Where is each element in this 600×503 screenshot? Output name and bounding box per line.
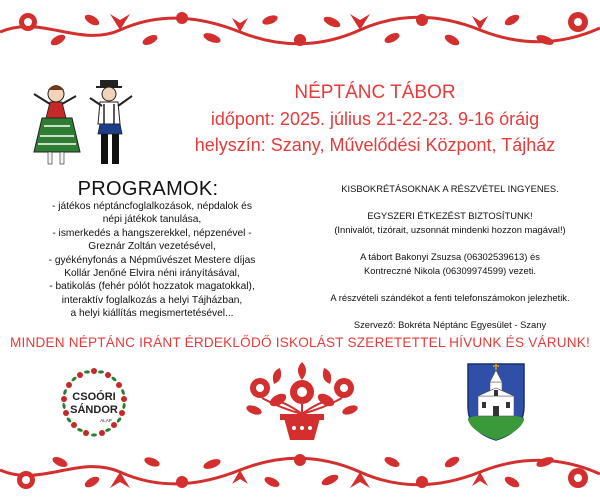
programs-list	[8, 200, 296, 321]
program-line: Kollár Jenőné Elvira néni irányításával,	[64, 268, 240, 280]
csoori-sandor-logo	[56, 365, 132, 441]
program-line: - batikolás (fehér pólót hozzatok magatokkal),	[49, 281, 255, 293]
place-line: helyszín: Szany, Művelődési Központ, Tájház	[194, 135, 556, 155]
folk-border-bottom	[0, 440, 600, 500]
program-line: a helyi kiállítás megismertetésével...	[70, 308, 234, 320]
program-line: - ismerkedés a hangszerekkel, népzenével -	[52, 227, 252, 239]
meal-text: EGYSZERI ÉTKEZÉST BIZTOSÍTUNK!	[367, 210, 533, 222]
page-title: NÉPTÁNC TÁBOR	[294, 82, 456, 103]
event-header	[150, 80, 600, 158]
program-line: népi játékok tanulása,	[102, 214, 202, 226]
meal-note-text: (Innivalót, tízórait, uzsonnát mindenki hozzon magával!)	[334, 223, 566, 235]
signup-text: A részvételi szándékot a fenti telefonszámokon jelezhetik.	[330, 291, 570, 303]
program-line: - gyékényfonás a Népművészet Mestere díjas	[48, 254, 256, 266]
date-line: időpont: 2025. július 21-22-23. 9-16 óráig	[210, 109, 540, 129]
info-column	[300, 182, 600, 332]
invitation-banner: MINDEN NÉPTÁNC IRÁNT ÉRDEKLŐDŐ ISKOLÁST SZERETETTEL HÍVUNK ÉS VÁRUNK!	[9, 335, 591, 350]
folk-flower-ornament	[240, 358, 364, 448]
csoori-logo-line1: CSOÓRI	[72, 391, 116, 403]
program-line: Greznár Zoltán vezetésével,	[88, 241, 216, 253]
csoori-logo-line3: ALAP	[100, 418, 112, 423]
folk-border-top	[0, 0, 600, 60]
dancers-illustration	[22, 80, 144, 168]
csoori-logo-line2: SÁNDOR	[70, 404, 118, 416]
program-line: - játékos néptáncfoglalkozások, népdalok és	[52, 201, 252, 212]
program-line: interaktív foglalkozás a helyi Tájházban,	[61, 294, 243, 306]
organizer-text: Szervező: Bokréta Néptánc Egyesület - Szany	[353, 318, 547, 330]
szany-coat-of-arms	[464, 360, 528, 442]
leaders-text: Kontreczné Nikola (06309974599) vezeti.	[364, 264, 536, 276]
leaders-text: A tábort Bakonyi Zsuzsa (06302539613) és	[360, 250, 540, 262]
free-participation-text: KISBOKRÉTÁSOKNAK A RÉSZVÉTEL INGYENES.	[341, 183, 559, 194]
programs-title: PROGRAMOK:	[77, 178, 219, 200]
